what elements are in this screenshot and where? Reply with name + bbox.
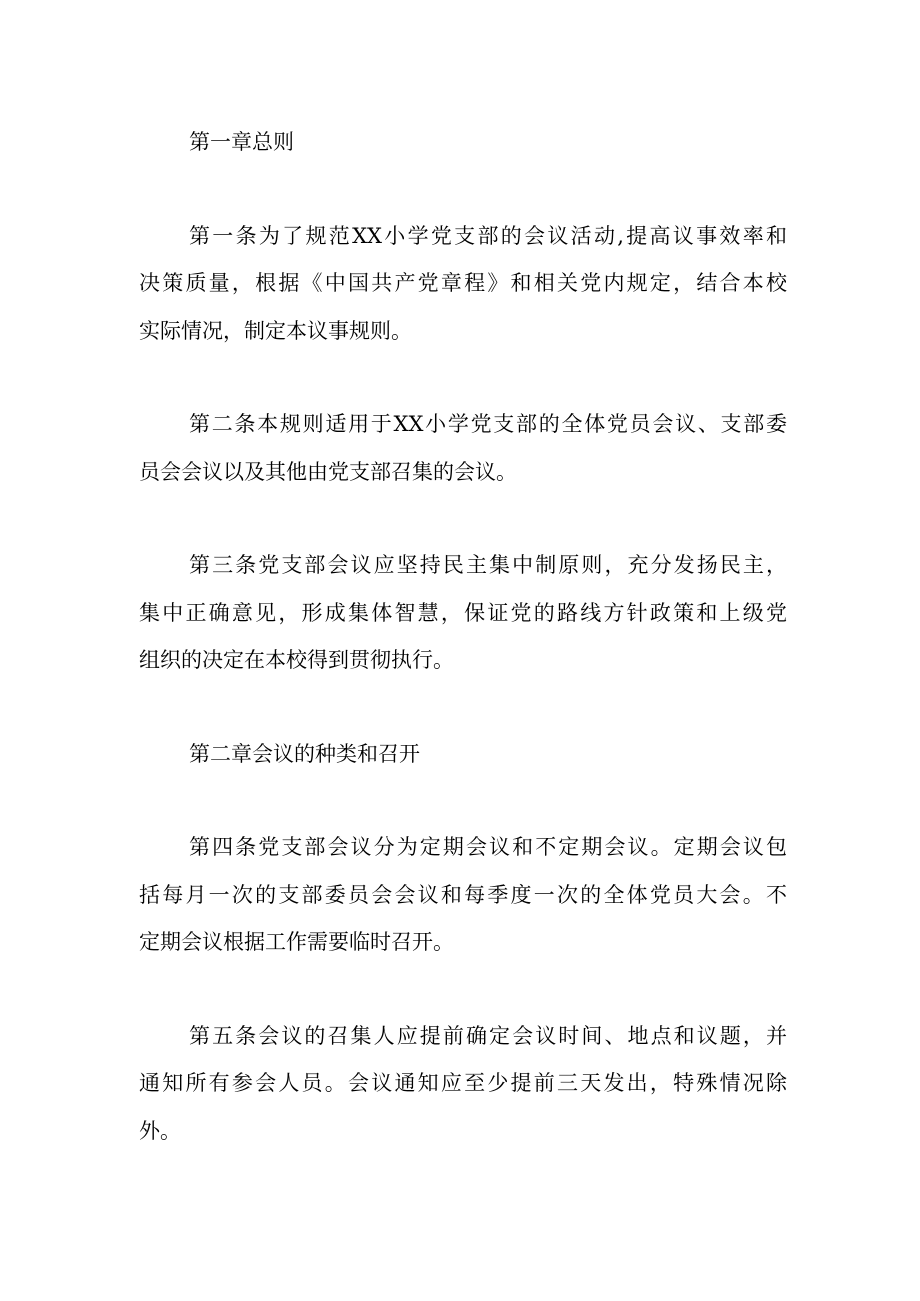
- paragraph-gap: [139, 496, 787, 542]
- paragraph-gap: [139, 685, 787, 731]
- article-1-line-2: 决策质量，根据《中国共产党章程》和相关党内规定，结合本校: [139, 271, 787, 295]
- article-5-line-3: 外。: [139, 1118, 181, 1143]
- article-2-line-2: 员会会议以及其他由党支部召集的会议。: [139, 459, 517, 484]
- article-4: [139, 824, 787, 967]
- article-3: [139, 542, 787, 685]
- article-1-line-3: 实际情况，制定本议事规则。: [139, 318, 412, 343]
- paragraph-gap: [139, 967, 787, 1013]
- article-4-line-1: 第四条党支部会议分为定期会议和不定期会议。定期会议包: [189, 835, 787, 859]
- chapter-2-heading: 第二章会议的种类和召开: [189, 741, 420, 766]
- article-2-line-1: 第二条本规则适用于XX小学党支部的全体党员会议、支部委: [189, 412, 787, 436]
- paragraph-gap: [139, 167, 787, 213]
- paragraph-gap: [139, 355, 787, 401]
- article-4-line-3: 定期会议根据工作需要临时召开。: [139, 930, 454, 954]
- article-3-line-3: 组织的决定在本校得到贯彻执行。: [139, 648, 454, 672]
- article-2: [139, 401, 787, 496]
- article-5-line-2: 通知所有参会人员。会议通知应至少提前三天发出，特殊情况除: [139, 1071, 787, 1095]
- document-body: [139, 119, 787, 1155]
- article-5-line-1: 第五条会议的召集人应提前确定会议时间、地点和议题，并: [189, 1023, 787, 1048]
- article-1: [139, 213, 787, 356]
- article-1-line-1: 第一条为了规范XX小学党支部的会议活动,提高议事效率和: [189, 223, 787, 248]
- chapter-1-heading: 第一章总则: [189, 130, 294, 154]
- article-3-line-1: 第三条党支部会议应坚持民主集中制原则，充分发扬民主，: [189, 553, 787, 577]
- article-3-line-2: 集中正确意见，形成集体智慧，保证党的路线方针政策和上级党: [139, 600, 787, 625]
- paragraph-gap: [139, 778, 787, 824]
- article-4-line-2: 括每月一次的支部委员会会议和每季度一次的全体党员大会。不: [139, 882, 787, 907]
- article-5: [139, 1013, 787, 1156]
